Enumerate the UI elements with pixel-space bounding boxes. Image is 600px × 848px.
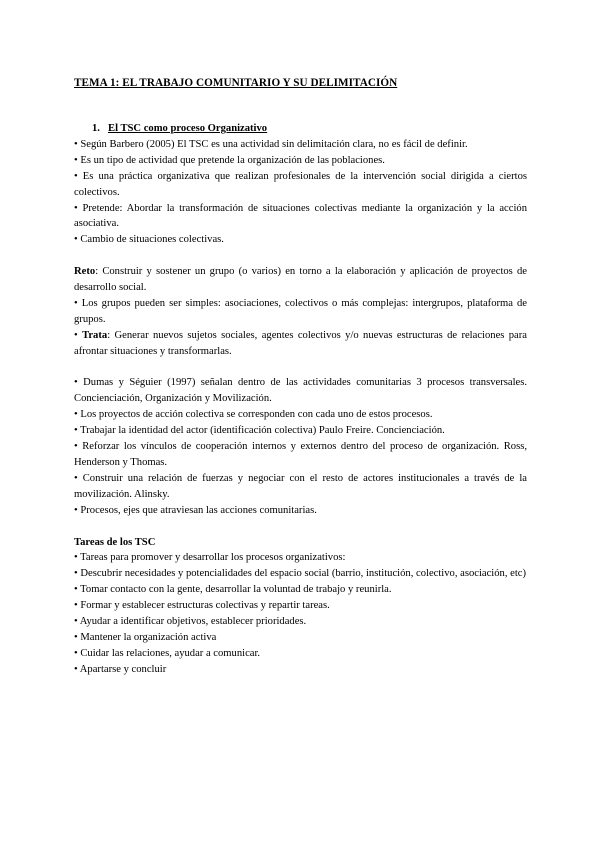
list-item: • Cuidar las relaciones, ayudar a comunicar. <box>74 647 261 659</box>
reto-paragraph <box>74 264 527 296</box>
list-item: • Construir una relación de fuerzas y negociar con el resto de actores institucionales a través de la movilización. Alinsky. <box>74 472 527 500</box>
reto-text: : Construir y sostener un grupo (o varios) en torno a la elaboración y aplicación de proyectos de desarrollo social. <box>74 266 527 294</box>
list-item: • Según Barbero (2005) El TSC es una actividad sin delimitación clara, no es fácil de definir. <box>74 138 468 150</box>
list-item: • Cambio de situaciones colectivas. <box>74 234 224 246</box>
reto-label: Reto <box>74 266 96 278</box>
section-heading <box>92 121 527 137</box>
list-item: • Es una práctica organizativa que realizan profesionales de la intervención social dirigida a ciertos colectivos. <box>74 170 527 198</box>
list-item: • Los proyectos de acción colectiva se corresponden con cada uno de estos procesos. <box>74 409 433 421</box>
spacer <box>74 248 527 264</box>
section-heading-text: El TSC como proceso Organizativo <box>108 123 268 134</box>
trata-bullet: • <box>74 329 83 341</box>
trata-paragraph <box>74 328 527 360</box>
list-item: • Descubrir necesidades y potencialidades del espacio social (barrio, institución, colectivo, asociación, etc) <box>74 568 527 580</box>
document-body <box>74 121 527 678</box>
trata-text: : Generar nuevos sujetos sociales, agentes colectivos y/o nuevas estructuras de relaciones para afrontar situaciones y transformarlas. <box>74 329 527 357</box>
document-title: TEMA 1: EL TRABAJO COMUNITARIO Y SU DELIMITACIÓN <box>74 77 398 89</box>
spacer <box>74 360 527 376</box>
list-item: • Tareas para promover y desarrollar los procesos organizativos: <box>74 552 346 564</box>
list-item: • Tomar contacto con la gente, desarrollar la voluntad de trabajo y reunirla. <box>74 584 392 596</box>
list-item: • Pretende: Abordar la transformación de situaciones colectivas mediante la organización y la acción asociativa. <box>74 202 527 230</box>
section-number: 1. <box>92 123 100 134</box>
list-item: • Reforzar los vínculos de cooperación internos y externos dentro del proceso de organización. Ross, Henderson y Thomas. <box>74 441 527 468</box>
list-item: • Es un tipo de actividad que pretende la organización de las poblaciones. <box>74 154 385 166</box>
trata-label: Trata <box>82 329 108 341</box>
list-item: • Apartarse y concluir <box>74 663 167 675</box>
list-item: • Dumas y Séguier (1997) señalan dentro de las actividades comunitarias 3 procesos transversales. Concienciación, Organización y Movilización. <box>74 377 527 405</box>
list-item: • Procesos, ejes que atraviesan las acciones comunitarias. <box>74 504 317 516</box>
list-item: • Ayudar a identificar objetivos, establecer prioridades. <box>74 616 307 628</box>
tareas-heading: Tareas de los TSC <box>74 536 156 548</box>
list-item: • Formar y establecer estructuras colectivas y repartir tareas. <box>74 600 330 612</box>
spacer <box>74 519 527 535</box>
list-item: • Los grupos pueden ser simples: asociaciones, colectivos o más complejas: intergrupos, plataforma de grupos. <box>74 297 527 325</box>
list-item: • Trabajar la identidad del actor (identificación colectiva) Paulo Freire. Concienciación. <box>74 425 445 437</box>
list-item: • Mantener la organización activa <box>74 631 217 643</box>
